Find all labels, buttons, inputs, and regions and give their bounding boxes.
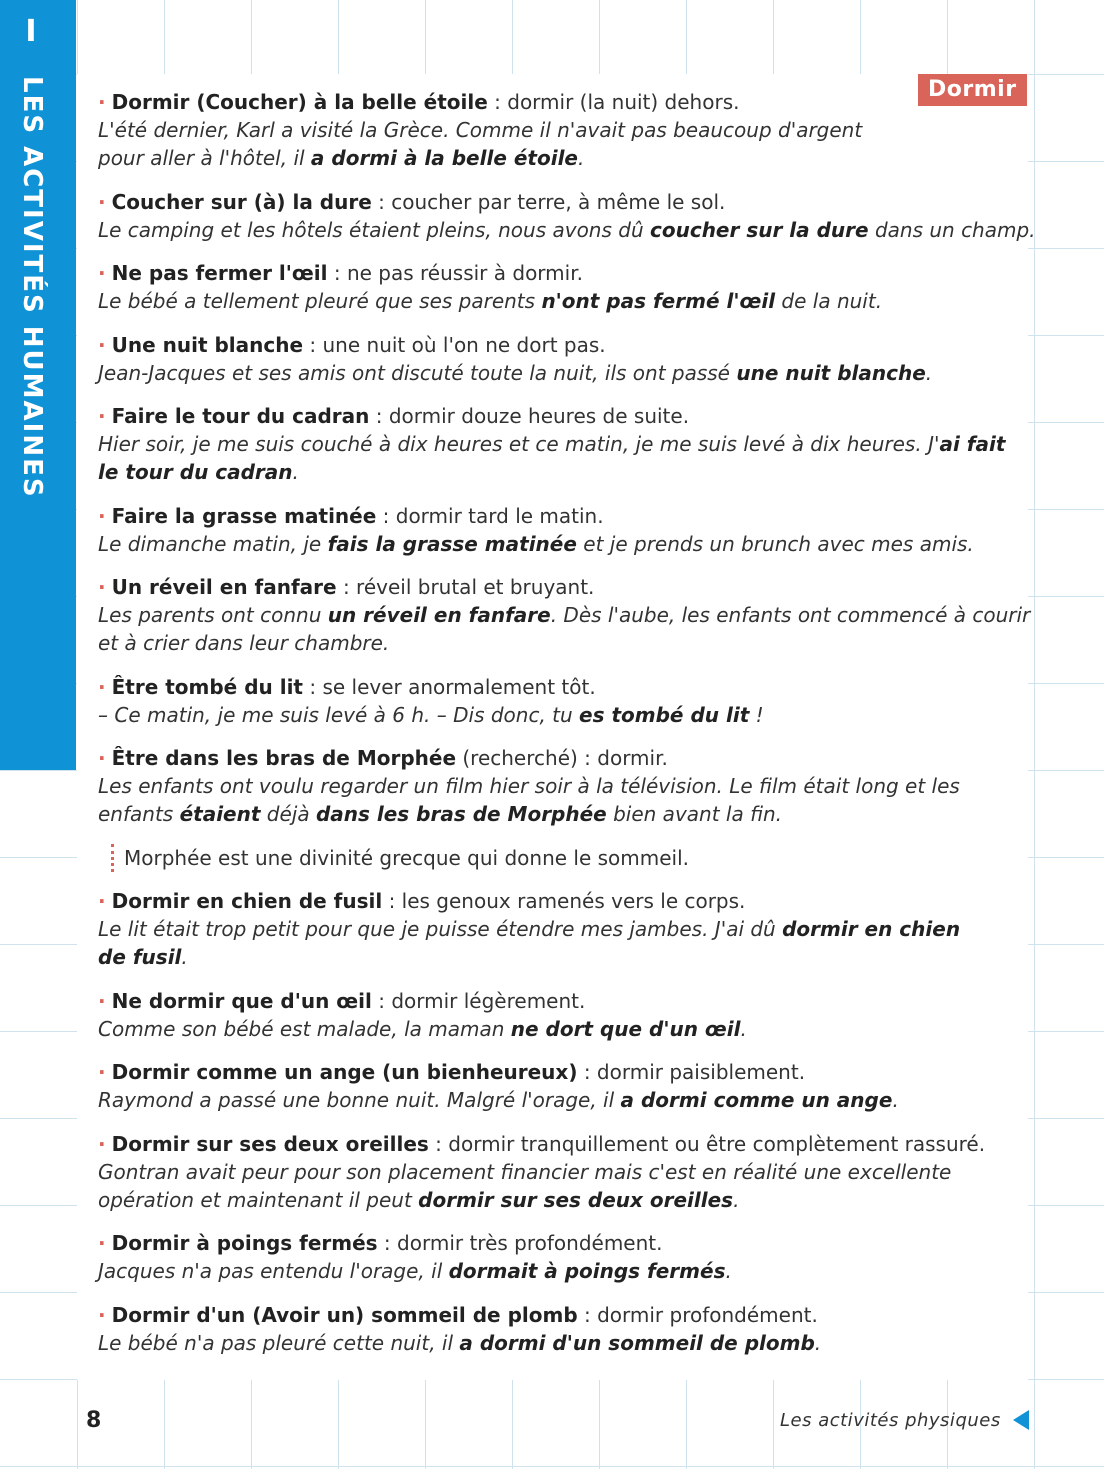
- example-text: Les parents ont connu: [98, 603, 328, 627]
- definition-line: [98, 1130, 1023, 1158]
- expression-entry: [98, 1058, 1023, 1114]
- expression-term: Coucher sur (à) la dure: [111, 189, 372, 214]
- bullet-icon: ·: [98, 404, 106, 428]
- example-highlight: ai fait: [939, 432, 1006, 456]
- expression-term: Dormir sur ses deux oreilles: [111, 1131, 429, 1156]
- expression-definition: : se lever anormalement tôt.: [303, 674, 596, 699]
- example-text: et je prends un brunch avec mes amis.: [576, 531, 974, 556]
- topic-tag: Dormir: [918, 74, 1027, 106]
- example-highlight: de fusil: [98, 945, 182, 969]
- expression-definition: (recherché) : dormir.: [456, 746, 668, 770]
- expression-definition: : dormir douze heures de suite.: [369, 404, 690, 428]
- bullet-icon: ·: [98, 889, 106, 913]
- example-line: [98, 772, 1023, 800]
- example-text: – Ce matin, je me suis levé à 6 h. – Dis donc, tu: [98, 702, 580, 727]
- definition-line: [98, 987, 1023, 1015]
- example-text: bien avant la fin.: [606, 802, 783, 826]
- expression-entry: [98, 673, 1023, 729]
- example-text: de la nuit.: [775, 289, 883, 313]
- expression-entry: [98, 1130, 1023, 1214]
- example-text: Le camping et les hôtels étaient pleins, nous avons dû: [98, 217, 650, 242]
- bullet-icon: ·: [98, 90, 106, 114]
- example-line: [98, 116, 1023, 144]
- expression-entry: [98, 1229, 1023, 1285]
- expression-definition: : dormir très profondément.: [377, 1231, 663, 1255]
- expression-entry: [98, 88, 1023, 172]
- example-line: [98, 359, 1023, 387]
- note-box: Morphée est une divinité grecque qui donne le sommeil.: [111, 844, 1023, 872]
- bullet-icon: ·: [98, 189, 106, 214]
- example-line: [98, 530, 1023, 558]
- definition-line: [98, 1058, 1023, 1086]
- expression-term: Ne dormir que d'un œil: [111, 988, 372, 1013]
- expression-definition: : une nuit où l'on ne dort pas.: [303, 332, 606, 357]
- example-highlight: ne dort que d'un œil: [510, 1016, 741, 1041]
- example-text: pour aller à l'hôtel, il: [98, 146, 311, 170]
- example-highlight: es tombé du lit: [579, 702, 750, 727]
- expression-definition: : coucher par terre, à même le sol.: [371, 189, 726, 214]
- bullet-icon: ·: [98, 1131, 106, 1156]
- expression-term: Dormir en chien de fusil: [111, 889, 383, 913]
- expression-definition: : dormir tranquillement ou être complètement rassuré.: [428, 1131, 986, 1156]
- example-text: .: [892, 1088, 899, 1112]
- expression-term: Faire la grasse matinée: [111, 503, 377, 528]
- expression-term: Une nuit blanche: [111, 332, 304, 357]
- example-highlight: dans les bras de Morphée: [315, 802, 607, 826]
- expression-term: Faire le tour du cadran: [111, 404, 370, 428]
- example-line: [98, 216, 1036, 244]
- expression-definition: : ne pas réussir à dormir.: [327, 261, 583, 285]
- example-text: .: [740, 1016, 747, 1041]
- definition-line: [98, 1301, 1023, 1329]
- example-text: Le lit était trop petit pour que je puisse étendre mes jambes. J'ai dû: [98, 917, 783, 941]
- example-highlight: fais la grasse matinée: [327, 531, 577, 556]
- example-text: .: [292, 460, 299, 484]
- definition-line: [98, 402, 1023, 430]
- expression-definition: : dormir (la nuit) dehors.: [487, 90, 740, 114]
- triangle-left-icon: [1013, 1410, 1029, 1430]
- page-number: 8: [86, 1408, 102, 1433]
- example-line: [98, 1158, 1023, 1186]
- example-line: [98, 943, 1023, 971]
- example-line: [98, 1329, 1023, 1357]
- example-text: . Dès l'aube, les enfants ont commencé à courir: [550, 603, 1031, 627]
- expression-term: Être tombé du lit: [111, 674, 303, 699]
- definition-line: [98, 331, 1023, 359]
- expression-entry: [98, 502, 1023, 558]
- example-text: dans un champ.: [868, 217, 1036, 242]
- example-text: Jean-Jacques et ses amis ont discuté toute la nuit, ils ont passé: [98, 360, 737, 385]
- example-line: [98, 287, 1023, 315]
- bullet-icon: ·: [98, 1231, 106, 1255]
- expression-definition: : dormir légèrement.: [371, 988, 586, 1013]
- example-text: .: [181, 945, 188, 969]
- expression-term: Dormir d'un (Avoir un) sommeil de plomb: [111, 1302, 578, 1327]
- bullet-icon: ·: [98, 746, 106, 770]
- example-text: enfants: [98, 802, 180, 826]
- example-line: [98, 629, 1023, 657]
- example-text: L'été dernier, Karl a visité la Grèce. Comme il n'avait pas beaucoup d'argent: [98, 118, 863, 142]
- bullet-icon: ·: [98, 1060, 106, 1084]
- example-highlight: a dormi à la belle étoile: [310, 146, 578, 170]
- definition-line: [98, 88, 1023, 116]
- expression-entry: [98, 402, 1023, 486]
- example-text: Gontran avait peur pour son placement financier mais c'est en réalité une excellente: [98, 1159, 952, 1184]
- example-text: déjà: [260, 802, 316, 826]
- example-line: [98, 430, 1023, 458]
- example-text: Comme son bébé est malade, la maman: [98, 1016, 511, 1041]
- example-text: .: [725, 1259, 732, 1283]
- example-highlight: étaient: [179, 802, 261, 826]
- example-line: [98, 800, 1023, 828]
- expression-entry: [98, 744, 1023, 828]
- example-text: .: [733, 1187, 740, 1212]
- example-text: .: [814, 1330, 822, 1355]
- example-text: Le dimanche matin, je: [98, 531, 328, 556]
- footer-section-label: Les activités physiques: [780, 1409, 1001, 1431]
- bullet-icon: ·: [98, 988, 106, 1013]
- bullet-icon: ·: [98, 575, 106, 599]
- expression-term: Un réveil en fanfare: [111, 575, 337, 599]
- expression-term: Dormir (Coucher) à la belle étoile: [111, 90, 488, 114]
- example-highlight: le tour du cadran: [98, 460, 293, 484]
- example-text: Le bébé n'a pas pleuré cette nuit, il: [98, 1330, 460, 1355]
- bullet-icon: ·: [98, 503, 106, 528]
- example-highlight: une nuit blanche: [736, 360, 926, 385]
- example-line: [98, 1257, 1023, 1285]
- example-highlight: dormir en chien: [782, 917, 961, 941]
- expression-term: Dormir à poings fermés: [111, 1231, 378, 1255]
- expression-term: Être dans les bras de Morphée: [111, 746, 457, 770]
- example-line: [98, 1015, 1023, 1043]
- expression-entry: [98, 188, 1036, 244]
- example-text: !: [749, 702, 764, 727]
- definition-line: [98, 744, 1023, 772]
- example-line: [98, 1086, 1023, 1114]
- expression-definition: : réveil brutal et bruyant.: [336, 575, 595, 599]
- example-line: [98, 601, 1031, 629]
- definition-line: [98, 502, 1023, 530]
- expression-definition: : dormir tard le matin.: [376, 503, 604, 528]
- bullet-icon: ·: [98, 261, 106, 285]
- example-text: Hier soir, je me suis couché à dix heures et ce matin, je me suis levé à dix heures. J': [98, 432, 940, 456]
- example-text: Les enfants ont voulu regarder un film hier soir à la télévision. Le film était long et les: [98, 774, 960, 798]
- expression-entry: [98, 1301, 1023, 1357]
- bullet-icon: ·: [98, 1302, 106, 1327]
- expression-entry: [98, 573, 1031, 657]
- example-text: .: [578, 146, 585, 170]
- chapter-title: LES ACTIVITÉS HUMAINES: [17, 76, 47, 499]
- expression-definition: : dormir profondément.: [577, 1302, 818, 1327]
- example-text: Le bébé a tellement pleuré que ses parents: [98, 289, 542, 313]
- footer-nav[interactable]: [780, 1405, 1029, 1435]
- example-text: Jacques n'a pas entendu l'orage, il: [98, 1259, 449, 1283]
- example-highlight: a dormi comme un ange: [620, 1088, 893, 1112]
- definition-line: [98, 887, 1023, 915]
- bullet-icon: ·: [98, 674, 106, 699]
- chapter-sidebar: [0, 0, 76, 770]
- example-text: et à crier dans leur chambre.: [98, 631, 390, 655]
- example-line: [98, 701, 1023, 729]
- definition-line: [98, 1229, 1023, 1257]
- definition-line: [98, 259, 1023, 287]
- definition-line: [98, 573, 1023, 601]
- definition-line: [98, 188, 1023, 216]
- expression-list: [98, 88, 1036, 1372]
- expression-definition: : les genoux ramenés vers le corps.: [382, 889, 746, 913]
- example-highlight: coucher sur la dure: [650, 217, 869, 242]
- example-highlight: n'ont pas fermé l'œil: [541, 289, 776, 313]
- expression-term: Dormir comme un ange (un bienheureux): [111, 1060, 578, 1084]
- example-highlight: a dormi d'un sommeil de plomb: [459, 1330, 815, 1355]
- example-line: [98, 458, 1023, 486]
- example-text: .: [925, 360, 933, 385]
- expression-definition: : dormir paisiblement.: [577, 1060, 806, 1084]
- bullet-icon: ·: [98, 332, 106, 357]
- expression-term: Ne pas fermer l'œil: [111, 261, 328, 285]
- example-line: [98, 1186, 1023, 1214]
- expression-entry: [98, 887, 1023, 971]
- expression-entry: [98, 259, 1023, 315]
- example-line: [98, 144, 1023, 172]
- example-highlight: dormait à poings fermés: [448, 1259, 726, 1283]
- example-text: opération et maintenant il peut: [98, 1187, 419, 1212]
- example-highlight: un réveil en fanfare: [327, 603, 551, 627]
- example-line: [98, 915, 1023, 943]
- example-text: Raymond a passé une bonne nuit. Malgré l'orage, il: [98, 1088, 621, 1112]
- chapter-numeral: I: [25, 14, 37, 49]
- example-highlight: dormir sur ses deux oreilles: [418, 1187, 734, 1212]
- definition-line: [98, 673, 1023, 701]
- expression-entry: [98, 987, 1023, 1043]
- expression-entry: [98, 331, 1023, 387]
